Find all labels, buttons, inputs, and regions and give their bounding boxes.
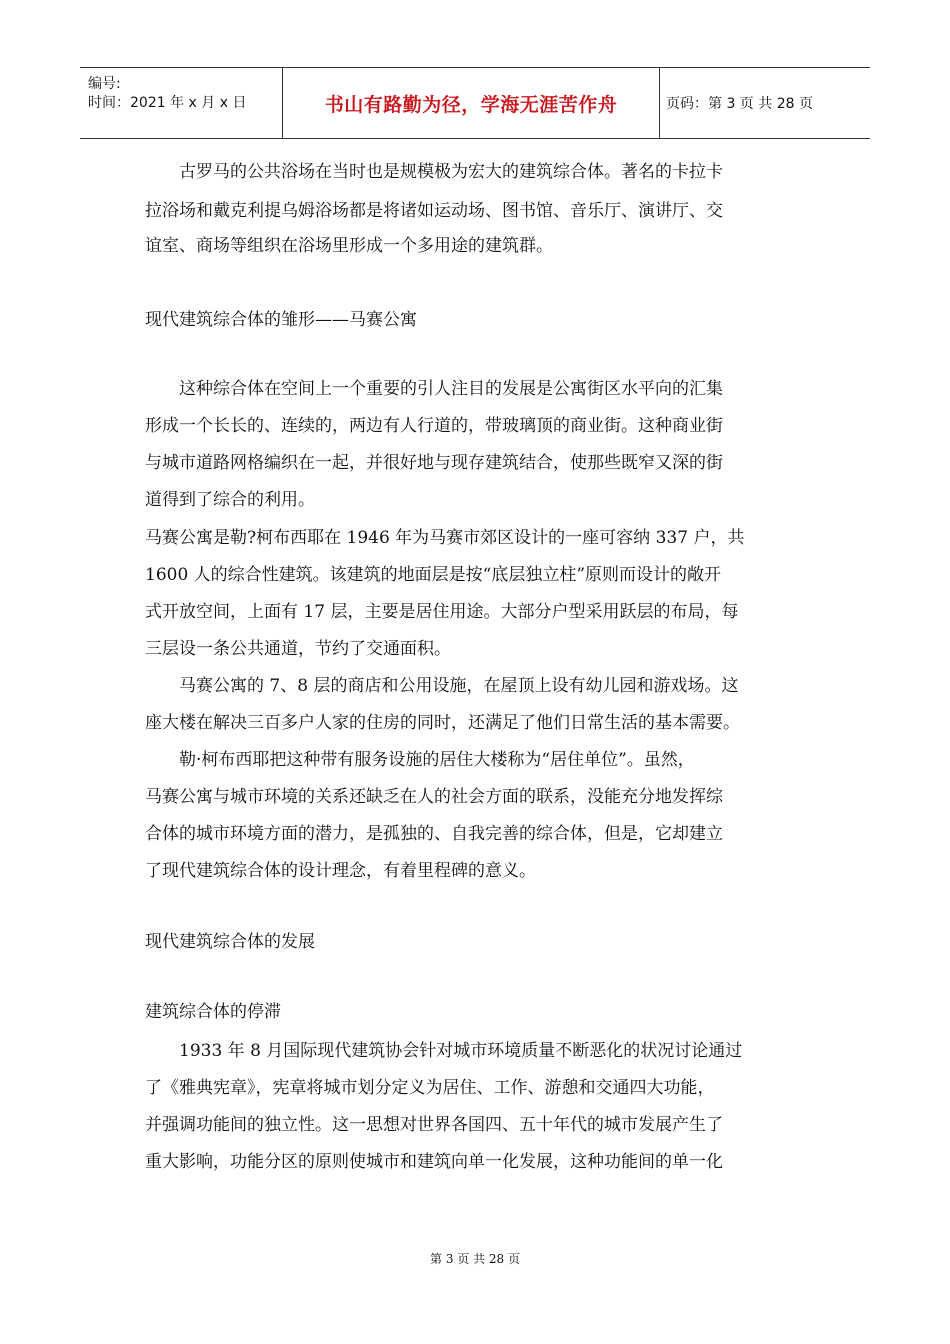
text-line: 1600 人的综合性建筑。该建筑的地面层是按“底层独立柱”原则而设计的敞开 xyxy=(145,565,722,585)
text-line: 谊室、商场等组织在浴场里形成一个多用途的建筑群。 xyxy=(145,236,553,256)
header-motto: 书山有路勤为径，学海无涯苦作舟 xyxy=(324,93,618,116)
text-line: 马赛公寓与城市环境的关系还缺乏在人的社会方面的联系，没能充分地发挥综 xyxy=(145,787,723,807)
text-line: 道得到了综合的利用。 xyxy=(145,490,315,510)
text-line: 勒·柯布西耶把这种带有服务设施的居住大楼称为“居住单位”。虽然， xyxy=(145,750,695,770)
header-meta-cell xyxy=(80,68,283,138)
header-page-cell xyxy=(660,68,870,138)
text-line: 了现代建筑综合体的设计理念，有着里程碑的意义。 xyxy=(145,861,536,881)
text-line: 三层设一条公共通道，节约了交通面积。 xyxy=(145,639,451,659)
text-line: 式开放空间，上面有 17 层，主要是居住用途。大部分户型采用跃层的布局，每 xyxy=(145,602,739,622)
text-line: 1933 年 8 月国际现代建筑协会针对城市环境质量不断恶化的状况讨论通过 xyxy=(145,1041,743,1061)
text-line: 了《雅典宪章》，宪章将城市划分定义为居住、工作、游憩和交通四大功能， xyxy=(145,1078,715,1098)
text-line: 古罗马的公共浴场在当时也是规模极为宏大的建筑综合体。著名的卡拉卡 xyxy=(145,162,723,182)
section-heading: 现代建筑综合体的发展 xyxy=(145,932,315,952)
page-header xyxy=(80,67,870,139)
section-heading: 现代建筑综合体的雏形——马赛公寓 xyxy=(145,310,417,330)
text-line: 形成一个长长的、连续的，两边有人行道的，带玻璃顶的商业街。这种商业街 xyxy=(145,416,723,436)
text-line: 马赛公寓是勒?柯布西耶在 1946 年为马赛市郊区设计的一座可容纳 337 户，共 xyxy=(145,528,745,548)
text-line: 并强调功能间的独立性。这一思想对世界各国四、五十年代的城市发展产生了 xyxy=(145,1115,723,1135)
text-line: 马赛公寓的 7、8 层的商店和公用设施，在屋顶上设有幼儿园和游戏场。这 xyxy=(145,676,739,696)
header-motto-cell xyxy=(283,68,660,138)
page-footer: 第 3 页 共 28 页 xyxy=(430,1252,520,1266)
header-page-info: 页码：第 3 页 共 28 页 xyxy=(666,96,813,112)
document-date: 时间：2021 年 x 月 x 日 xyxy=(88,95,247,111)
text-line: 这种综合体在空间上一个重要的引人注目的发展是公寓街区水平向的汇集 xyxy=(145,379,723,399)
section-heading: 建筑综合体的停滞 xyxy=(145,1002,281,1022)
text-line: 座大楼在解决三百多户人家的住房的同时，还满足了他们日常生活的基本需要。 xyxy=(145,713,740,733)
text-line: 与城市道路网格编织在一起，并很好地与现存建筑结合，使那些既窄又深的街 xyxy=(145,453,723,473)
text-line: 合体的城市环境方面的潜力，是孤独的、自我完善的综合体，但是，它却建立 xyxy=(145,824,723,844)
text-line: 拉浴场和戴克利提乌姆浴场都是将诸如运动场、图书馆、音乐厅、演讲厅、交 xyxy=(145,201,723,221)
document-number: 编号: xyxy=(88,76,121,92)
text-line: 重大影响，功能分区的原则使城市和建筑向单一化发展，这种功能间的单一化 xyxy=(145,1152,723,1172)
